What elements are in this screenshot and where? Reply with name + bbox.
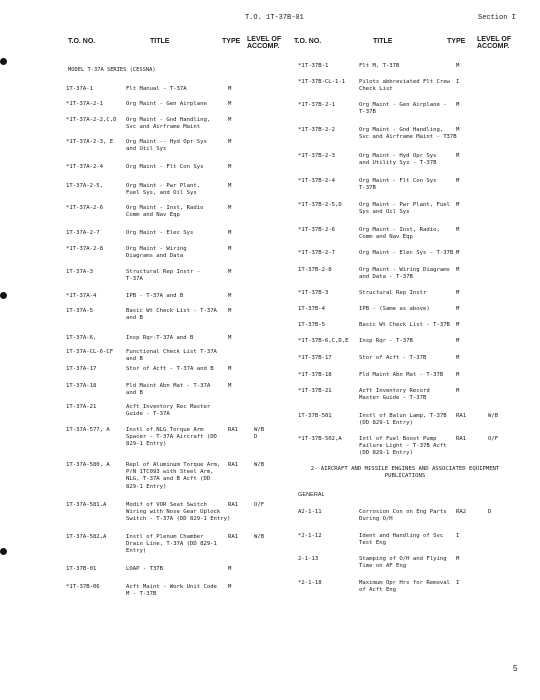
level-of-accomp: W/B: [488, 413, 499, 419]
title-line: Flt Manual - T-37A: [126, 86, 187, 92]
to-number: *1T-37A-2-2,C,D: [66, 117, 117, 123]
title-line: Switch - T-37A (DD 829-1 Entry): [126, 516, 231, 523]
title-line: Basic Wt Check List - T-37B: [359, 322, 450, 328]
type-code: M: [228, 101, 232, 107]
title-line: Svc and Airframe Maint: [126, 124, 201, 131]
title-line: 829-1 Entry): [126, 441, 167, 448]
section-2-line-1: 2- AIRCRAFT AND MISSILE ENGINES AND ASSOCIATED EQUIPMENT: [310, 466, 500, 472]
title-line: Org Maint - Gen Airplane: [126, 101, 207, 107]
title-line: Master Guide - T-37B: [359, 395, 427, 402]
title-line: T-37A: [126, 276, 143, 283]
to-number: 1T-37A-5: [66, 308, 93, 314]
type-code: M: [228, 117, 232, 123]
to-number: *1T-37B-2-1: [298, 102, 336, 108]
type-code: M: [456, 102, 460, 108]
title-line: of Acft Eng: [359, 587, 397, 594]
to-number: *1T-37B-CL-1-1: [298, 79, 346, 85]
to-number: *1T-37B-1: [298, 63, 329, 69]
title-line: Org Maint - Pwr Plant,: [126, 183, 201, 189]
to-number: *1T-37A-2-3, E: [66, 139, 114, 145]
to-number: *1T-37B-2-2: [298, 127, 336, 133]
section-label: Section I: [478, 14, 516, 22]
title-line: IPB - T-37A and B: [126, 293, 184, 299]
to-number: *1T-37A-2-1: [66, 101, 104, 107]
to-number: 1T-37B-5: [298, 322, 325, 328]
title-line: Structural Rep Instr -: [126, 269, 201, 275]
section-2-heading: [290, 466, 520, 480]
col-head-title-right: TITLE: [373, 38, 393, 45]
title-line: Stor of Acft - T-37A and B: [126, 366, 214, 372]
type-code: M: [228, 183, 232, 189]
col-head-tono-left: T.O. NO.: [68, 38, 96, 45]
title-line: Guide - T-37A: [126, 411, 170, 418]
title-line: Org Maint - Wiring: [126, 246, 187, 252]
title-line: Check List: [359, 86, 393, 93]
type-code: M: [228, 230, 232, 236]
to-number: 1T-37A-CL-6-CF: [66, 349, 114, 355]
to-number: *2-1-12: [298, 533, 322, 539]
title-line: Diagrams and Data: [126, 253, 184, 260]
title-line: and B: [126, 356, 143, 363]
to-number: *1T-37B-21: [298, 388, 332, 394]
title-line: Failure Light - T-37B Acft: [359, 443, 447, 450]
type-code: M: [456, 153, 460, 159]
title-line: Acft Maint - Work Unit Code: [126, 584, 217, 590]
type-code: RA2: [456, 509, 467, 515]
title-line: Time on AF Eng: [359, 563, 407, 570]
title-line: Org Maint - Gnd Handling,: [359, 127, 444, 133]
title-line: Sys and Oil Sys: [359, 209, 410, 216]
title-line: Spacer - T-37A Aircraft (DD: [126, 434, 217, 441]
type-code: RA1: [228, 462, 239, 468]
series-label: MODEL T-37A SERIES (CESSNA): [68, 67, 156, 73]
type-code: RA1: [456, 413, 467, 419]
to-number: 1T-37A-2-7: [66, 230, 100, 236]
title-line: Fld Maint Abn Mat - T-37A: [126, 383, 211, 389]
title-line: Test Eng: [359, 540, 386, 547]
col-head-type-right: TYPE: [447, 38, 466, 45]
title-line: Basic Wt Check List - T-37A: [126, 308, 217, 314]
title-line: Instl of Plenum Chamber: [126, 534, 204, 540]
to-number: *1T-37B-18: [298, 372, 332, 378]
title-line: Org Maint - Inst, Radio: [126, 205, 204, 211]
title-line: Intl of Fuel Boost Pump: [359, 436, 437, 442]
title-line: During O/H: [359, 516, 393, 523]
type-code: M: [456, 355, 460, 361]
to-number: *1T-37B-2-7: [298, 250, 336, 256]
col-head-title-left: TITLE: [150, 38, 170, 45]
level-of-accomp: O/F: [488, 436, 499, 442]
to-number: A2-1-11: [298, 509, 322, 515]
title-line: Instl of Balun Lamp, T-37B: [359, 413, 447, 419]
type-code: M: [456, 388, 460, 394]
to-number: 1T-37B-501: [298, 413, 332, 419]
title-line: Org Maint - Elec Sys - T-37B: [359, 250, 454, 256]
title-line: Functional Check List T-37A: [126, 349, 217, 355]
type-code: M: [456, 290, 460, 296]
to-number: 1T-37A-581,A: [66, 502, 107, 508]
type-code: M: [456, 127, 460, 133]
to-number: 2-1-13: [298, 556, 319, 562]
title-line: Acft Inventory Rec Master: [126, 404, 211, 410]
title-line: Insp Rqr-T-37A and B: [126, 335, 194, 341]
title-line: Comm and Nav Eqp: [126, 212, 180, 219]
type-code: M: [456, 306, 460, 312]
title-line: Acft Inventory Record: [359, 388, 430, 394]
title-line: T-37B: [359, 109, 376, 116]
type-code: M: [456, 556, 460, 562]
title-line: Org Maint - Hyd Opr Sys: [359, 153, 437, 159]
type-code: M: [228, 293, 232, 299]
level-of-accomp: W/B: [254, 462, 265, 468]
title-line: LOAP - T37B: [126, 566, 164, 572]
title-line: and B: [126, 315, 143, 322]
title-line: Pilots abbreviated Flt Crew: [359, 79, 450, 85]
title-line: Svc and Airframe Maint - T37B: [359, 134, 457, 141]
title-line: Org Maint - Flt Con Sys: [359, 178, 437, 184]
to-number: 1T-37A-580, A: [66, 462, 110, 468]
page-header: [0, 14, 540, 26]
title-line: Ident and Handling of Svc: [359, 533, 444, 539]
to-number: 1T-37A-2-5,: [66, 183, 104, 189]
to-number: *1T-37B-06: [66, 584, 100, 590]
title-line: P/N 1TC093 with Steel Arm,: [126, 469, 214, 476]
title-line: T-37B: [359, 185, 376, 192]
title-line: Comm and Nav Eqp: [359, 234, 413, 241]
title-line: and Util Sys: [126, 146, 167, 153]
section-2-line-2: PUBLICATIONS: [384, 473, 426, 480]
general-heading: GENERAL: [298, 492, 325, 498]
to-number: 1T-37A-21: [66, 404, 97, 410]
type-code: M: [228, 584, 232, 590]
to-number: *1T-37B-2-4: [298, 178, 336, 184]
title-line: Wiring with Nose Gear Uplock: [126, 509, 221, 516]
title-line: (DD 829-1 Entry): [359, 420, 413, 427]
to-number: *1T-37A-2-4: [66, 164, 104, 170]
title-line: Org Maint - Gen Airplane -: [359, 102, 447, 108]
to-number: *1T-37B-3: [298, 290, 329, 296]
type-code: M: [456, 372, 460, 378]
title-line: Org Maint - Wiring Diagrams: [359, 267, 450, 273]
document-number: T.O. 1T-37B-01: [245, 14, 304, 22]
to-number: 1T-37A-1: [66, 86, 93, 92]
col-head-type-left: TYPE: [222, 38, 241, 45]
title-line: Org Maint - Flt Con Sys: [126, 164, 204, 170]
type-code: M: [228, 139, 232, 145]
title-line: (DD 829-1 Entry): [359, 450, 413, 457]
to-number: 1T-37A-18: [66, 383, 97, 389]
to-number: 1T-37A-17: [66, 366, 97, 372]
title-line: Flt M, T-37B: [359, 63, 400, 69]
title-line: and Data - T-37B: [359, 274, 413, 281]
type-code: RA1: [228, 502, 239, 508]
level-of-accomp: O/F: [254, 502, 265, 508]
title-line: Fld Maint Abn Mat - T-37B: [359, 372, 444, 378]
level-line-1: LEVEL OF: [247, 36, 282, 43]
type-code: M: [228, 164, 232, 170]
to-number: *1T-37B-2-5,D: [298, 202, 342, 208]
margin-dot: [0, 58, 7, 65]
col-head-level-right: [477, 36, 511, 50]
title-line: and Utility Sys - T-37B: [359, 160, 437, 167]
title-line: Entry): [126, 548, 147, 555]
title-line: Corrosion Con on Eng Parts: [359, 509, 447, 515]
type-code: RA1: [228, 534, 239, 540]
type-code: M: [456, 338, 460, 344]
level-of-accomp: W/B: [254, 534, 265, 540]
type-code: M: [456, 250, 460, 256]
to-number: 1T-37B-2-8: [298, 267, 332, 273]
type-code: M: [456, 322, 460, 328]
title-line: Org Maint - Inst, Radio,: [359, 227, 440, 233]
to-number: *1T-37B-2-6: [298, 227, 336, 233]
level-line-1: LEVEL OF: [477, 36, 512, 43]
title-line: IPB - (Same as above): [359, 306, 430, 312]
type-code: I: [456, 580, 460, 586]
type-code: M: [456, 178, 460, 184]
title-line: 829-1 Entry): [126, 483, 167, 490]
title-line: Structural Rep Instr: [359, 290, 427, 296]
title-line: Drain Line, T-37A (DD 829-1: [126, 541, 217, 548]
to-number: *1T-37B-17: [298, 355, 332, 361]
to-number: *1T-37A-4: [66, 293, 97, 299]
title-line: NLG, T-37A and B Acft (DD: [126, 476, 211, 483]
title-line: Modif of VOR Seat Switch: [126, 502, 207, 508]
type-code: M: [228, 566, 232, 572]
type-code: RA1: [456, 436, 467, 442]
title-line: Org Maint - Pwr Plant, Fuel: [359, 202, 450, 208]
level-of-accomp: W/B D: [254, 427, 265, 441]
title-line: Maximum Opr Hrs for Removal: [359, 580, 450, 586]
title-line: Org Maint - Gnd Handling,: [126, 117, 211, 123]
type-code: M: [228, 335, 232, 341]
to-number: 1T-37A-6,: [66, 335, 97, 341]
level-line-2: ACCOMP.: [477, 43, 510, 50]
to-number: *1T-37A-2-6: [66, 205, 104, 211]
type-code: M: [456, 63, 460, 69]
type-code: RA1: [228, 427, 239, 433]
title-line: Repl of Aluminum Torque Arm,: [126, 462, 221, 468]
type-code: M: [228, 205, 232, 211]
type-code: M: [456, 202, 460, 208]
margin-dot: [0, 548, 7, 555]
title-line: Insp Rqr - T-37B: [359, 338, 413, 344]
margin-dot: [0, 292, 7, 299]
title-line: Stamping of O/H and Flying: [359, 556, 447, 562]
to-number: *1T-37A-2-8: [66, 246, 104, 252]
type-code: I: [456, 79, 460, 85]
to-number: 1T-37B-4: [298, 306, 325, 312]
type-code: M: [228, 269, 232, 275]
col-head-tono-right: T.O. NO.: [294, 38, 322, 45]
type-code: M: [228, 246, 232, 252]
col-head-level-left: [247, 36, 281, 50]
page-number: 5: [513, 664, 518, 673]
title-line: M - T-37B: [126, 591, 157, 598]
to-number: 1T-37A-582,A: [66, 534, 107, 540]
to-number: *1T-37B-502,A: [298, 436, 342, 442]
type-code: M: [228, 86, 232, 92]
type-code: M: [228, 366, 232, 372]
level-line-2: ACCOMP.: [247, 43, 280, 50]
title-line: and B: [126, 390, 143, 397]
title-line: Org Maint -- Hyd Opr Sys: [126, 139, 207, 145]
to-number: 1T-37A-577, A: [66, 427, 110, 433]
to-number: *1T-37B-6,C,D,E: [298, 338, 349, 344]
type-code: M: [228, 308, 232, 314]
level-of-accomp: D: [488, 509, 492, 515]
type-code: M: [456, 267, 460, 273]
to-number: *1T-37B-2-3: [298, 153, 336, 159]
title-line: Instl of NLG Torque Arm: [126, 427, 204, 433]
to-number: 1T-37A-3: [66, 269, 93, 275]
type-code: M: [456, 227, 460, 233]
title-line: Fuel Sys, and Oil Sys: [126, 190, 197, 197]
title-line: Org Maint - Elec Sys: [126, 230, 194, 236]
title-line: Stor of Acft - T-37B: [359, 355, 427, 361]
type-code: I: [456, 533, 460, 539]
type-code: M: [228, 383, 232, 389]
to-number: 1T-37B-01: [66, 566, 97, 572]
to-number: *2-1-18: [298, 580, 322, 586]
